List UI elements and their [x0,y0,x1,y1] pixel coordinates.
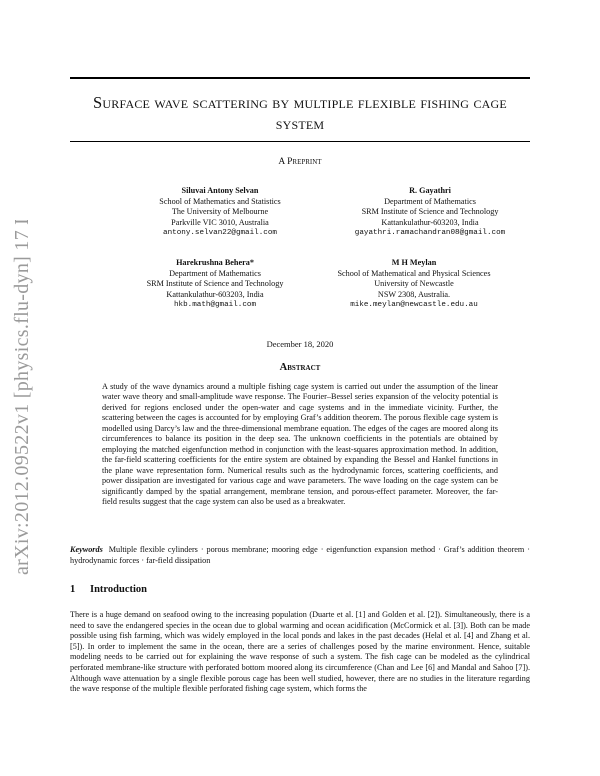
author-email[interactable]: gayathri.ramachandran08@gmail.com [354,229,506,238]
author-dept: Department of Mathematics [169,268,261,278]
preprint-label: A Preprint [278,157,322,167]
intro-paragraph: There is a huge demand on seafood owing to the increasing population (Duarte et al. [1] and Golden et al. [2]). Simultaneously, there is a need to save the endangered species in the ocean due to global warming and ocean acidification (McCormick et al. [3]). Both can be made possible using fish farming, which was widely employed in the local ponds and lakes in the past decades (Helal et al. [4] and Zhang et al. [5]). In order to implement the same in the ocean, there are a series of challenges posed by the marine environment. Hence, suitable modeling needs to be carried out for explaining the wave response of such a system. The fish cage can be modeled as the cylindrical perforated membrane-like structure with perforated bottom moored along its circumference (Chan and Lee [6] and Mandal and Sahoo [7]). Although wave attenuation by a single flexible porous cage has been well studied, however, there are no studies in the literature regarding the wave response of the multiple flexible perforated fishing cage system, which forms the [70,610,530,694]
author-inst: The University of Melbourne [171,207,269,217]
author-email[interactable]: hkb.math@gmail.com [173,301,257,310]
author-email[interactable]: mike.meylan@newcastle.edu.au [350,301,478,310]
author-dept: Department of Mathematics [384,196,476,206]
author-dept: School of Mathematics and Statistics [159,196,281,206]
author-name: Siluvai Antony Selvan [181,186,259,195]
author-block [299,258,529,311]
author-block [315,186,545,239]
keywords-label: Keywords [70,545,103,554]
author-block [100,258,330,311]
author-name: M H Meylan [391,258,437,267]
author-inst: SRM Institute of Science and Technology [361,207,499,217]
author-dept: School of Mathematical and Physical Sciences [337,268,491,278]
keywords-text: Multiple flexible cylinders · porous membrane; mooring edge · eigenfunction expansion method · Graf’s addition theorem · hydrodynamic forces · far-field dissipation [70,545,530,565]
title-rule-bottom [70,141,530,142]
author-name: R. Gayathri [409,186,451,195]
author-addr: NSW 2308, Australia. [377,289,451,299]
author-name: Harekrushna Behera* [176,258,254,267]
abstract-heading: Abstract [279,362,321,373]
author-block [105,186,335,239]
keywords [70,545,530,566]
arxiv-stamp [2,220,38,580]
author-addr: Parkville VIC 3010, Australia [171,217,269,227]
arxiv-stamp-text: arXiv:2012.09522v1 [physics.flu-dyn] 17 Dec 2020 [11,220,33,575]
paper-date: December 18, 2020 [266,339,334,349]
author-addr: Kattankulathur-603203, India [166,289,264,299]
author-addr: Kattankulathur-603203, India [381,217,479,227]
abstract-text: A study of the wave dynamics around a multiple fishing cage system is carried out under the assumption of the linear water wave theory and small-amplitude wave response. The Fourier–Bessel series expansion of the velocity potential is derived for regions enclosed under the open-water and cage systems and in the immediate vicinity. Further, the scattering between the cages is accounted for by employing Graf’s addition theorem. The porous flexible cage system is modelled using Darcy’s law and the three-dimensional membrane equation. The edges of the cages are moored along its circumferences to balance its position in the deep sea. The unknown coefficients in the potentials are obtained by employing the matched eigenfunction method in conjunction with the least-squares approximation method. In addition, the far-field scattering coefficients for the entire system are obtained by expanding the Bessel and Hankel functions in the plane wave representation form. Numerical results such as the hydrodynamic forces, scattering coefficients, and power dissipation are investigated for various cage and wave parameters. The wave loading on the cage system can be significantly damped by the spatial arrangement, membrane tension, and porous-effect parameter. Moreover, the far-field results suggest that the cage system can also be used as a breakwater. [102,382,498,506]
section-heading [70,584,147,595]
author-inst: University of Newcastle [374,279,454,289]
title-rule-top [70,77,530,79]
section-number: 1 [70,584,76,595]
paper-title: Surface wave scattering by multiple flexible fishing cage system [93,93,507,133]
section-title: Introduction [90,584,147,595]
author-inst: SRM Institute of Science and Technology [146,279,284,289]
author-email[interactable]: antony.selvan22@gmail.com [163,229,277,238]
